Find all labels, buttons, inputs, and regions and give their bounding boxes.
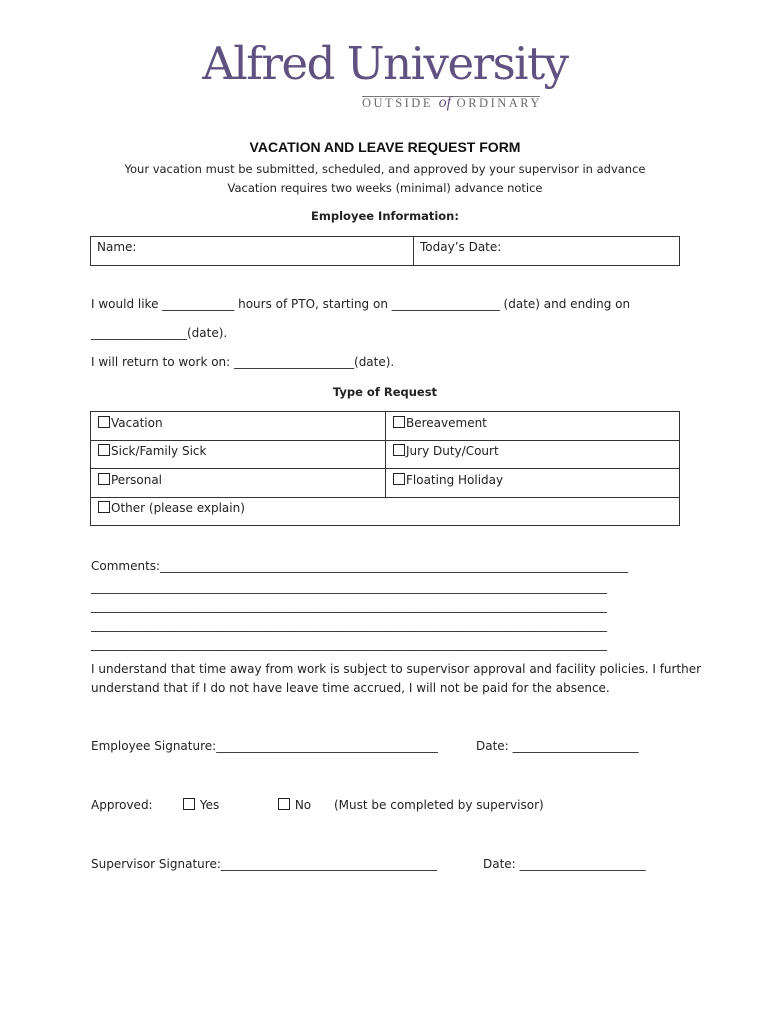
comments-extra-line[interactable]: ______________________________________________________________________________________ [91, 599, 607, 613]
approved-label: Approved: [91, 798, 153, 812]
comments-underline: ______________________________________________________________________________ [160, 559, 629, 573]
form-title: VACATION AND LEAVE REQUEST FORM [249, 139, 521, 155]
employee-date-line[interactable] [476, 739, 639, 753]
personal-label: Personal [111, 473, 163, 487]
comments-line[interactable] [91, 559, 681, 573]
personal-checkbox[interactable] [98, 473, 110, 485]
approved-yes-label: Yes [199, 798, 220, 812]
form-subtitle-2: Vacation requires two weeks (minimal) advance notice [227, 181, 543, 195]
understanding-statement-2: understand that if I do not have leave time accrued, I will not be paid for the absence. [91, 681, 610, 695]
employee-signature-underline: _____________________________________ [216, 739, 439, 753]
employee-signature-label: Employee Signature: [91, 739, 217, 753]
approved-yes-option[interactable] [183, 798, 219, 812]
university-logo-wordmark: Alfred University [202, 37, 568, 90]
table-column-divider [385, 411, 386, 497]
comments-extra-line[interactable]: ______________________________________________________________________________________ [91, 618, 607, 632]
comments-extra-line[interactable]: ______________________________________________________________________________________ [91, 637, 607, 651]
pto-request-line: I would like ____________ hours of PTO, starting on __________________ (date) and ending on [91, 297, 631, 311]
floating-holiday-checkbox[interactable] [393, 473, 405, 485]
employee-info-heading: Employee Information: [311, 209, 459, 223]
bereavement-option[interactable] [393, 416, 487, 430]
floating-holiday-option[interactable] [393, 473, 503, 487]
supervisor-date-underline: _____________________ [519, 857, 646, 871]
logo-tagline-ordinary: ORDINARY [451, 96, 542, 110]
approved-no-option[interactable] [278, 798, 311, 812]
other-checkbox[interactable] [98, 501, 110, 513]
table-divider [413, 236, 414, 266]
logo-tagline-of: of [438, 94, 452, 111]
logo-tagline [362, 94, 542, 112]
jury-duty-label: Jury Duty/Court [406, 444, 499, 458]
supervisor-date-label: Date: [483, 857, 516, 871]
comments-extra-line[interactable]: ______________________________________________________________________________________ [91, 580, 607, 594]
sick-option[interactable] [98, 444, 206, 458]
logo-tagline-outside: OUTSIDE [362, 96, 439, 110]
name-field[interactable] [150, 238, 410, 264]
table-row-divider [90, 497, 680, 498]
supervisor-signature-label: Supervisor Signature: [91, 857, 221, 871]
employee-signature-line[interactable] [91, 739, 438, 753]
supervisor-signature-line[interactable] [91, 857, 437, 871]
bereavement-checkbox[interactable] [393, 416, 405, 428]
other-option[interactable] [98, 501, 245, 515]
approval-note: (Must be completed by supervisor) [334, 798, 544, 812]
other-label: Other (please explain) [111, 501, 245, 515]
understanding-statement-1: I understand that time away from work is subject to supervisor approval and facility policies. I further [91, 662, 702, 676]
vacation-option[interactable] [98, 416, 163, 430]
todays-date-label: Today’s Date: [420, 240, 502, 254]
supervisor-date-line[interactable] [483, 857, 646, 871]
approved-no-checkbox[interactable] [278, 798, 290, 810]
name-field-label: Name: [97, 240, 137, 254]
vacation-label: Vacation [111, 416, 163, 430]
employee-date-label: Date: [476, 739, 509, 753]
return-to-work-line: I will return to work on: ____________________(date). [91, 355, 395, 369]
pto-end-date-line: ________________(date). [91, 326, 228, 340]
approved-no-label: No [294, 798, 312, 812]
comments-label: Comments: [91, 559, 161, 573]
sick-label: Sick/Family Sick [111, 444, 207, 458]
supervisor-signature-underline: ____________________________________ [220, 857, 437, 871]
bereavement-label: Bereavement [406, 416, 487, 430]
todays-date-field[interactable] [500, 238, 676, 264]
form-subtitle-1: Your vacation must be submitted, scheduled, and approved by your supervisor in advance [124, 162, 646, 176]
personal-option[interactable] [98, 473, 162, 487]
sick-checkbox[interactable] [98, 444, 110, 456]
employee-date-underline: _____________________ [512, 739, 639, 753]
approved-yes-checkbox[interactable] [183, 798, 195, 810]
floating-holiday-label: Floating Holiday [406, 473, 504, 487]
jury-duty-checkbox[interactable] [393, 444, 405, 456]
jury-duty-option[interactable] [393, 444, 499, 458]
vacation-checkbox[interactable] [98, 416, 110, 428]
type-of-request-heading: Type of Request [332, 385, 438, 399]
